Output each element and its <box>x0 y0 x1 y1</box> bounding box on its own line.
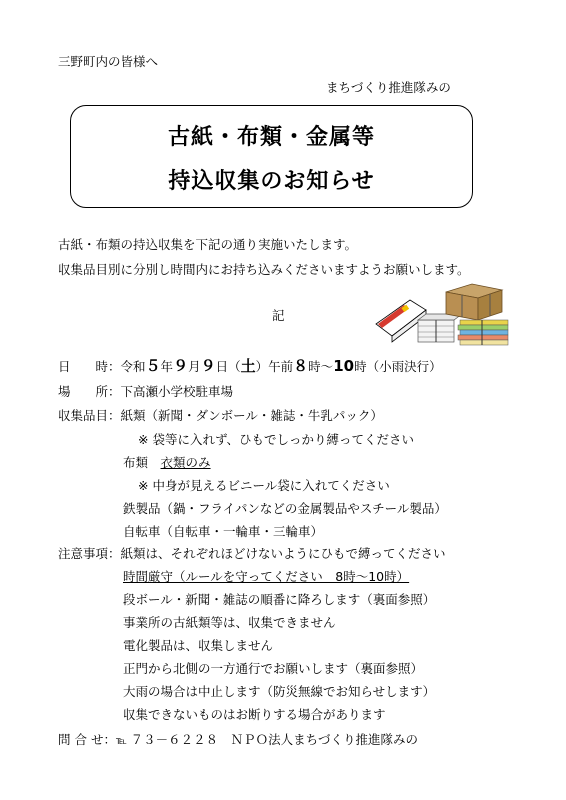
notes-item-3: 段ボール・新聞・雑誌の順番に降ろします（裏面参照） <box>123 592 436 607</box>
schedule-hour-sep: 時～ <box>308 359 334 374</box>
sender: まちづくり推進隊みの <box>326 80 451 95</box>
schedule-end-hour: 10 <box>333 357 355 375</box>
contact-value: ７３－６２２８ ＮＰＯ法人まちづくり推進隊みの <box>126 732 419 747</box>
venue-row <box>58 384 233 400</box>
venue-label: 場 所： <box>58 384 121 399</box>
schedule-row <box>58 356 442 377</box>
items-cloth-note: ※ 中身が見えるビニール袋に入れてください <box>138 478 390 493</box>
schedule-day-unit: 日（ <box>215 359 241 374</box>
notes-item-7: 大雨の場合は中止します（防災無線でお知らせします） <box>123 684 436 699</box>
notes-item-6: 正門から北側の一方通行でお願いします（裏面参照） <box>123 661 424 676</box>
items-cloth-row <box>123 455 211 471</box>
schedule-start-hour: ８ <box>293 357 309 375</box>
notes-row <box>58 546 446 562</box>
recyclables-bundles-icon <box>374 280 512 350</box>
schedule-weekday: 土 <box>240 357 256 375</box>
schedule-rain-note: 時（小雨決行） <box>354 359 442 374</box>
schedule-year: ５ <box>145 357 161 375</box>
schedule-year-unit: 年 <box>160 359 174 374</box>
notes-item-5: 電化製品は、収集しません <box>123 638 274 653</box>
schedule-am: ）午前 <box>255 359 294 374</box>
title-line-2: 持込収集のお知らせ <box>168 169 375 194</box>
schedule-era: 令和 <box>120 359 146 374</box>
notes-item-2: 時間厳守（ルールを守ってください 8時～10時） <box>123 569 410 584</box>
items-paper: 紙類（新聞・ダンボール・雑誌・牛乳パック） <box>120 408 383 423</box>
items-label: 収集品目： <box>58 408 121 423</box>
ki-label: 記 <box>272 308 285 323</box>
title-box <box>70 105 473 208</box>
schedule-month: ９ <box>173 357 189 375</box>
intro-line-1: 古紙・布類の持込収集を下記の通り実施いたします。 <box>58 237 358 252</box>
tel-icon: ℡ <box>115 736 127 747</box>
notes-item-8: 収集できないものはお断りする場合があります <box>123 707 386 722</box>
title-line-1: 古紙・布類・金属等 <box>167 125 375 150</box>
items-bicycle: 自転車（自転車・一輪車・三輪車） <box>123 524 324 539</box>
cardboard-bundle-icon <box>446 284 502 320</box>
contact-label: 問 合 せ： <box>58 732 116 747</box>
newspaper-stack-icon <box>418 314 462 342</box>
intro-line-2: 収集品目別に分別し時間内にお持ち込みくださいますようお願いします。 <box>58 262 470 277</box>
venue-value: 下高瀬小学校駐車場 <box>120 384 234 399</box>
schedule-day: ９ <box>200 357 216 375</box>
items-iron: 鉄製品（鍋・フライパンなどの金属製品やスチール製品） <box>123 501 447 516</box>
notes-item-1: 紙類は、それぞれほどけないようにひもで縛ってください <box>120 546 446 561</box>
recipient: 三野町内の皆様へ <box>58 54 159 69</box>
items-cloth-label: 布類 <box>123 455 149 470</box>
schedule-label: 日 時： <box>58 359 121 374</box>
items-row <box>58 408 383 424</box>
notes-item-4: 事業所の古紙類等は、収集できません <box>123 615 336 630</box>
contact-row <box>58 732 418 750</box>
magazine-stack-icon <box>458 320 508 345</box>
items-paper-note: ※ 袋等に入れず、ひもでしっかり縛ってください <box>138 432 414 447</box>
notes-label: 注意事項： <box>58 546 121 561</box>
items-cloth-value: 衣類のみ <box>160 455 211 470</box>
schedule-month-unit: 月 <box>188 359 201 374</box>
